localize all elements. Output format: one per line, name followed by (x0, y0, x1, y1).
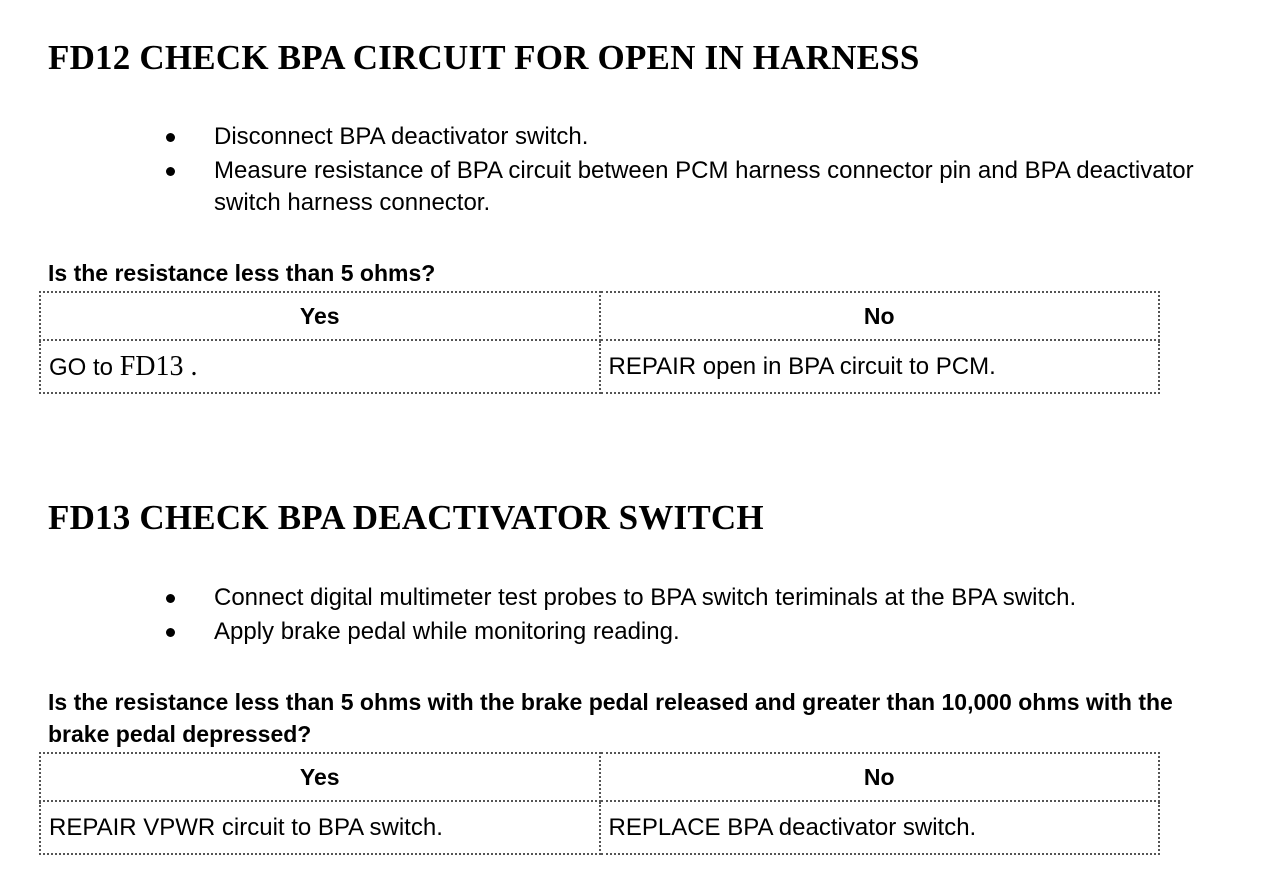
result-table-fd13 (39, 752, 1160, 855)
step-text: Apply brake pedal while monitoring reading. (214, 618, 680, 645)
step-text: Connect digital multimeter test probes to BPA switch teriminals at the BPA switch. (214, 584, 1077, 611)
yes-cell (40, 340, 600, 393)
bullet-icon (166, 167, 175, 176)
step-list-fd13 (0, 582, 1214, 648)
table-row (40, 801, 1159, 854)
bullet-icon (166, 628, 175, 637)
step-item (0, 155, 1214, 219)
table-header-row (40, 292, 1159, 340)
yes-cell: REPAIR VPWR circuit to BPA switch. (40, 801, 600, 854)
no-header: No (600, 753, 1160, 801)
bullet-icon (166, 133, 175, 142)
no-cell: REPLACE BPA deactivator switch. (600, 801, 1160, 854)
step-list-fd12 (0, 121, 1214, 219)
yes-header: Yes (40, 292, 600, 340)
step-item (0, 121, 1214, 153)
yes-header: Yes (40, 753, 600, 801)
no-cell: REPAIR open in BPA circuit to PCM. (600, 340, 1160, 393)
question-fd13: Is the resistance less than 5 ohms with the brake pedal released and greater than 10,000 ohms with the brake pedal depressed? (48, 689, 1173, 747)
yes-suffix: . (183, 350, 198, 382)
table-header-row (40, 753, 1159, 801)
fd13-link[interactable]: FD13 (119, 350, 184, 382)
no-header: No (600, 292, 1160, 340)
step-text: Disconnect BPA deactivator switch. (214, 123, 589, 150)
yes-prefix: GO to (49, 353, 120, 381)
step-item (0, 582, 1214, 614)
step-text: Measure resistance of BPA circuit between PCM harness connector pin and BPA deactivator switch harness connector. (214, 157, 1194, 216)
result-table-fd12 (39, 291, 1160, 394)
table-row (40, 340, 1159, 393)
step-item (0, 616, 1214, 648)
section-heading-fd12: FD12 CHECK BPA CIRCUIT FOR OPEN IN HARNESS (48, 38, 920, 77)
question-fd12: Is the resistance less than 5 ohms? (48, 260, 436, 286)
section-heading-fd13: FD13 CHECK BPA DEACTIVATOR SWITCH (48, 498, 764, 537)
bullet-icon (166, 594, 175, 603)
